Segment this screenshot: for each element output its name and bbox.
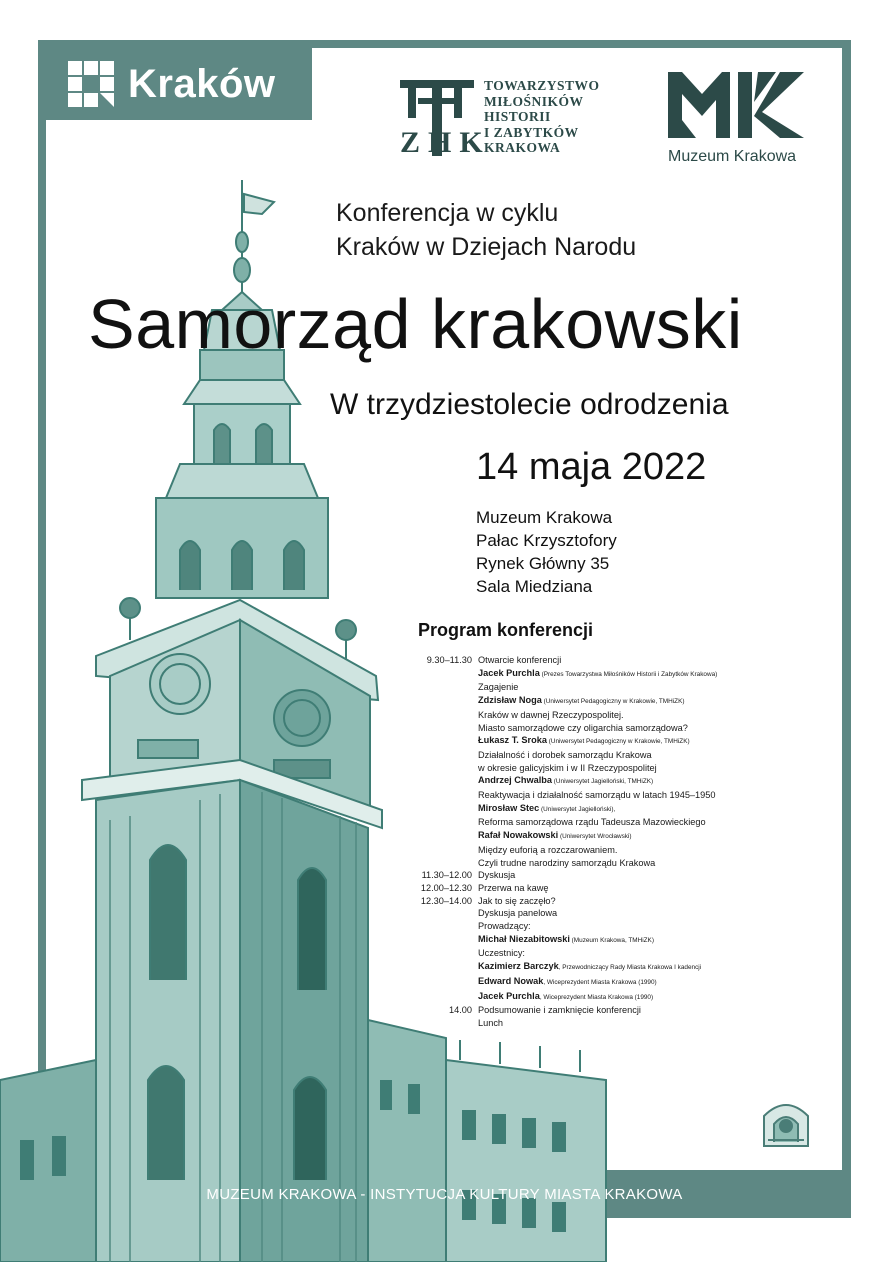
program-time [400, 960, 478, 975]
venue-address [476, 506, 617, 598]
program-content [478, 654, 820, 667]
program-content [478, 749, 820, 762]
program-item-text: Uczestnicy: [478, 948, 525, 959]
program-content [478, 762, 820, 775]
program-time [400, 722, 478, 735]
footer-text: MUZEUM KRAKOWA - INSTYTUCJA KULTURY MIASTA KRAKOWA [206, 1185, 683, 1203]
program-time: 12.00–12.30 [420, 882, 472, 893]
program-time [400, 789, 478, 802]
krakow-city-logo [46, 48, 312, 120]
program-item-text: Reforma samorządowa rządu Tadeusza Mazowieckiego [478, 817, 706, 828]
program-time: 9.30–11.30 [426, 655, 472, 665]
program-row [400, 1004, 820, 1017]
program-row [400, 920, 820, 933]
venue-line-2: Pałac Krzysztofory [476, 531, 617, 550]
program-row [400, 816, 820, 829]
program-time [400, 975, 478, 990]
conference-cycle [336, 196, 636, 264]
program-item-text: Dyskusja panelowa [478, 908, 558, 919]
krakow-city-mark-icon [68, 61, 114, 107]
program-row [400, 667, 820, 682]
program-row [400, 960, 820, 975]
program-row [400, 990, 820, 1005]
program-row [400, 774, 820, 789]
speaker-affiliation: , Wiceprezydent Miasta Krakowa (1990) [543, 978, 657, 986]
tmhzk-logo [398, 78, 618, 162]
program-content [478, 829, 820, 844]
speaker-name: Rafał Nowakowski [478, 830, 559, 841]
program-row [400, 789, 820, 802]
tmhzk-line-1: TOWARZYSTWO [484, 78, 600, 93]
program-row [400, 762, 820, 775]
seal-icon [760, 1096, 812, 1152]
program-content [478, 947, 820, 960]
program-content [478, 990, 820, 1005]
tmhzk-monogram-text: ZHK [400, 126, 491, 159]
program-row [400, 907, 820, 920]
program-item-text: Miasto samorządowe czy oligarchia samorządowa? [478, 722, 688, 733]
program-time: 11.30–12.00 [421, 870, 472, 881]
program-row [400, 869, 820, 882]
speaker-affiliation: (Uniwersytet Jagielloński), [539, 805, 616, 813]
program-item-text: Prowadzący: [478, 921, 531, 932]
program-time [400, 990, 478, 1005]
program-item-text: Działalność i dorobek samorządu Krakowa [478, 749, 652, 760]
page-subtitle: W trzydziestolecie odrodzenia [330, 388, 729, 421]
program-time [400, 681, 478, 694]
program-content [478, 816, 820, 829]
program-row [400, 709, 820, 722]
program-time [400, 857, 478, 870]
program-row [400, 734, 820, 749]
speaker-affiliation: (Prezes Towarzystwa Miłośników Historii i Zabytków Krakowa) [539, 670, 718, 678]
program-time [400, 802, 478, 817]
program-row [400, 829, 820, 844]
event-date: 14 maja 2022 [476, 446, 707, 488]
speaker-affiliation: (Uniwersytet Pedagogiczny w Krakowie, TMHiZK) [546, 738, 690, 746]
cycle-line-2: Kraków w Dziejach Narodu [336, 233, 637, 261]
program-time [400, 947, 478, 960]
program-time [400, 762, 478, 775]
program-time [400, 933, 478, 948]
program-time [400, 1017, 478, 1030]
tmhzk-line-2: MIŁOŚNIKÓW [484, 93, 584, 109]
speaker-affiliation: , Wiceprezydent Miasta Krakowa (1990) [539, 993, 654, 1001]
program-content [478, 734, 820, 749]
program-content [478, 960, 820, 975]
program-row [400, 722, 820, 735]
program-time: 12.30–14.00 [420, 895, 472, 906]
program-content [478, 920, 820, 933]
program-content [478, 857, 820, 870]
program-time [400, 829, 478, 844]
speaker-name: Edward Nowak [478, 975, 544, 986]
program-row [400, 1017, 820, 1030]
program-row [400, 857, 820, 870]
tmhzk-line-4: I ZABYTKÓW [484, 124, 579, 140]
speaker-name: Zdzisław Noga [478, 695, 542, 706]
program-content [478, 933, 820, 948]
program-time [400, 774, 478, 789]
speaker-affiliation: (Uniwersytet Wrocławski) [558, 833, 632, 841]
speaker-name: Mirosław Stec [478, 802, 540, 813]
program-content [478, 789, 820, 802]
program-row [400, 947, 820, 960]
program-content [478, 895, 820, 908]
program-time [400, 844, 478, 857]
speaker-name: Jacek Purchla [478, 990, 540, 1001]
program-list [400, 654, 820, 1030]
program-item-text: Kraków w dawnej Rzeczypospolitej. [478, 709, 624, 720]
program-item-text: Lunch [478, 1017, 504, 1028]
program-row [400, 694, 820, 709]
krakow-logo-text: Kraków [128, 61, 276, 106]
program-content [478, 667, 820, 682]
program-item-text: Zagajenie [478, 682, 519, 693]
tmhzk-line-5: KRAKOWA [484, 140, 561, 155]
program-item-text: Podsumowanie i zamknięcie konferencji [478, 1005, 641, 1016]
speaker-name: Łukasz T. Sroka [478, 735, 547, 746]
speaker-affiliation: (Uniwersytet Jagielloński, TMHiZK) [552, 778, 654, 786]
program-heading: Program konferencji [418, 620, 594, 640]
speaker-name: Michał Niezabitowski [478, 933, 570, 944]
muzeum-krakowa-caption: Muzeum Krakowa [668, 148, 797, 165]
program-time [400, 734, 478, 749]
program-content [478, 882, 820, 895]
program-item-text: Między euforią a rozczarowaniem. [478, 844, 618, 855]
program-row [400, 654, 820, 667]
muzeum-krakowa-logo [668, 72, 813, 168]
program-content [478, 694, 820, 709]
speaker-name: Jacek Purchla [478, 667, 540, 678]
venue-line-3: Rynek Główny 35 [476, 554, 610, 573]
tmhzk-line-3: HISTORII [484, 109, 551, 124]
speaker-name: Kazimierz Barczyk [478, 961, 559, 972]
program-content [478, 722, 820, 735]
program-time: 14.00 [449, 1005, 472, 1016]
program-row [400, 882, 820, 895]
speaker-affiliation: (Muzeum Krakowa, TMHiZK) [569, 936, 654, 944]
program-time [400, 816, 478, 829]
program-content [478, 1004, 820, 1017]
program-item-text: w okresie galicyjskim i w II Rzeczypospolitej [478, 762, 657, 773]
cycle-line-1: Konferencja w cyklu [336, 199, 559, 227]
program-content [478, 1017, 820, 1030]
venue-line-4: Sala Miedziana [476, 577, 593, 596]
speaker-affiliation: (Uniwersytet Pedagogiczny w Krakowie, TMHiZK) [541, 698, 685, 706]
program-row [400, 749, 820, 762]
program-time [400, 694, 478, 709]
program-content [478, 844, 820, 857]
tmhzk-monogram-icon [398, 78, 491, 159]
program-content [478, 681, 820, 694]
program-content [478, 907, 820, 920]
program-item-text: Jak to się zaczęło? [478, 895, 556, 906]
program-row [400, 895, 820, 908]
speaker-name: Andrzej Chwalba [478, 775, 553, 786]
program-time [400, 907, 478, 920]
program-content [478, 709, 820, 722]
program-item-text: Reaktywacja i działalność samorządu w latach 1945–1950 [478, 790, 716, 801]
program-item-text: Czyli trudne narodziny samorządu Krakowa [478, 857, 656, 868]
program-row [400, 844, 820, 857]
mk-monogram-icon [668, 72, 806, 138]
page-title: Samorząd krakowski [88, 285, 743, 363]
program-item-text: Dyskusja [478, 870, 516, 881]
program-item-text: Przerwa na kawę [478, 882, 549, 893]
program-time [400, 667, 478, 682]
program-row [400, 975, 820, 990]
program-row [400, 681, 820, 694]
program-content [478, 975, 820, 990]
speaker-affiliation: , Przewodniczący Rady Miasta Krakowa I kadencji [558, 964, 702, 972]
program-time [400, 920, 478, 933]
program-content [478, 774, 820, 789]
program-time [400, 709, 478, 722]
program-content [478, 869, 820, 882]
program-row [400, 933, 820, 948]
program-row [400, 802, 820, 817]
venue-line-1: Muzeum Krakowa [476, 508, 613, 527]
program-time [400, 749, 478, 762]
program-content [478, 802, 820, 817]
program-item-text: Otwarcie konferencji [478, 655, 562, 665]
